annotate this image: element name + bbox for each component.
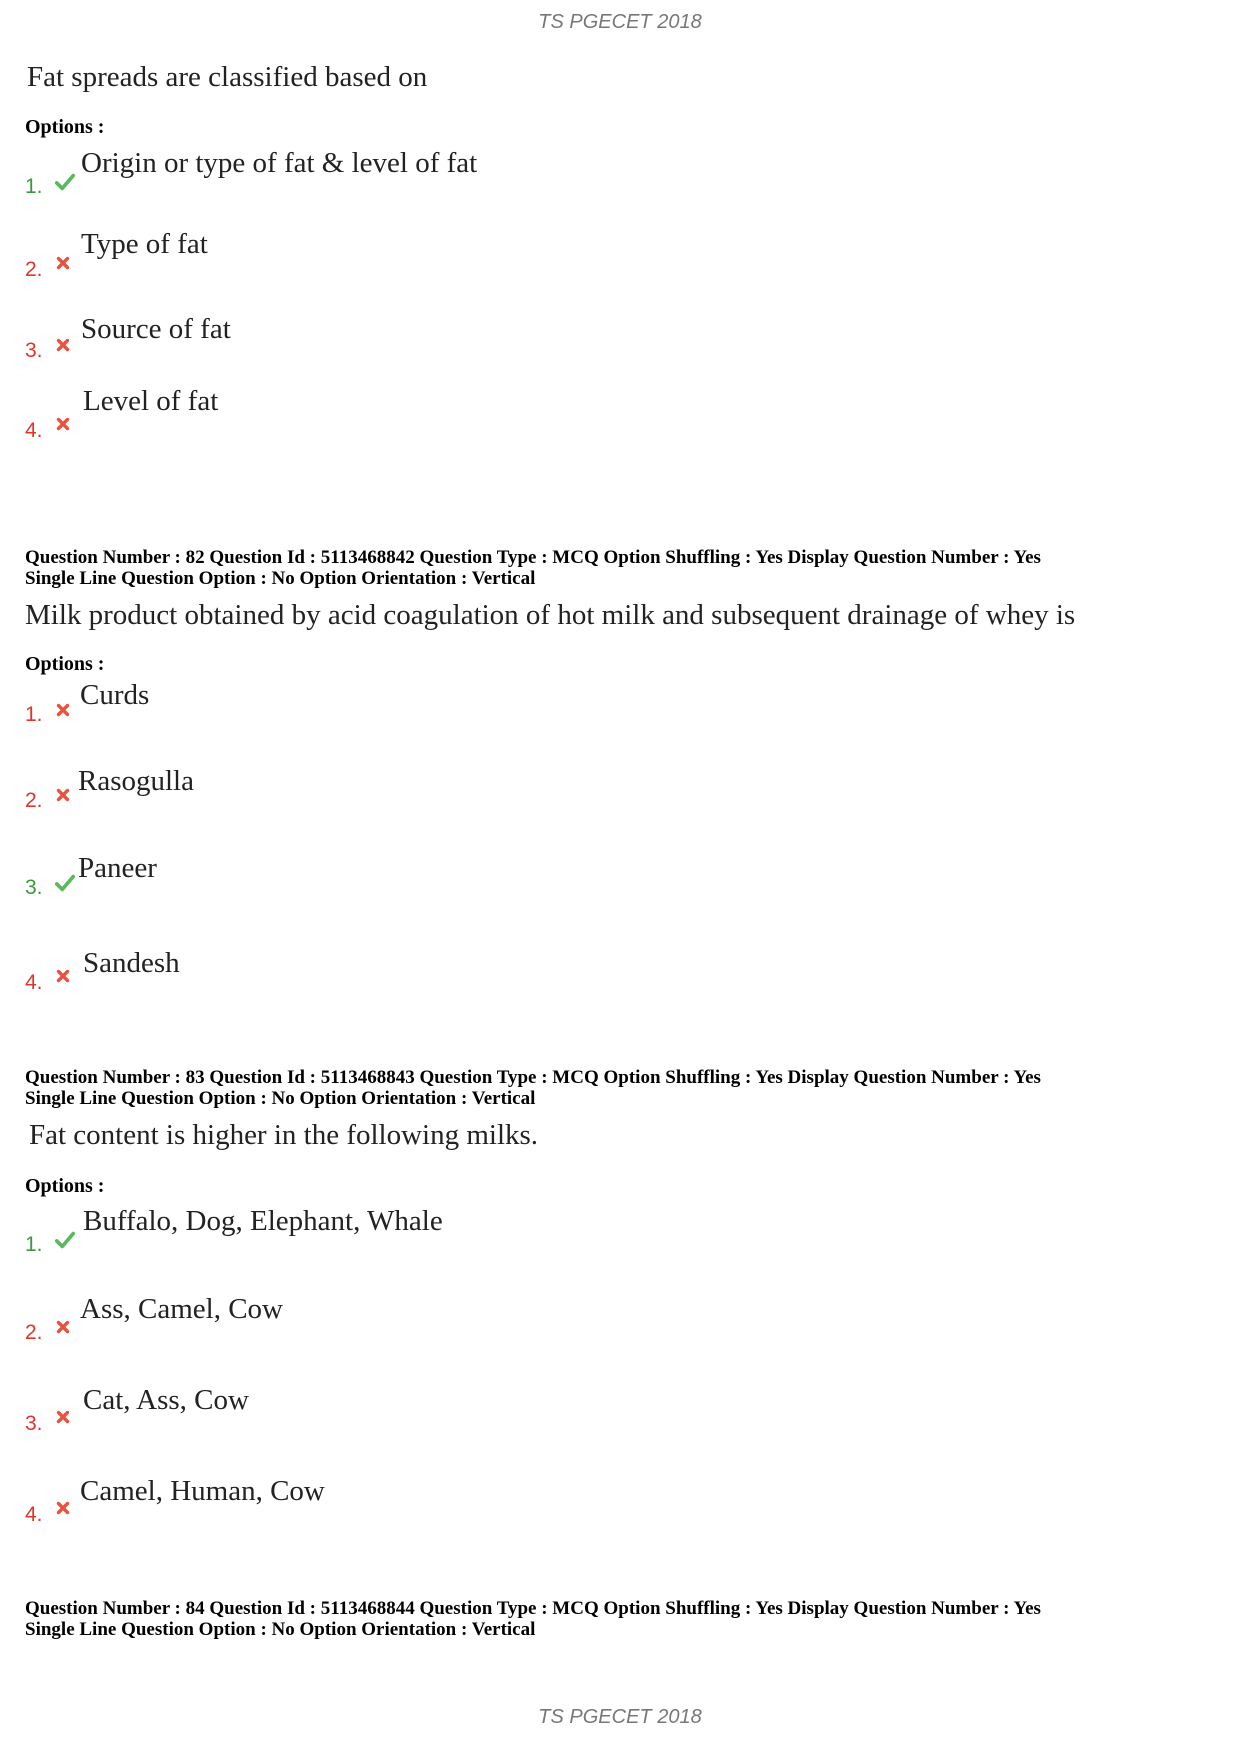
options-label: Options : — [25, 1175, 105, 1197]
option-4 — [25, 1475, 925, 1557]
check-icon — [54, 171, 76, 193]
option-2 — [25, 765, 925, 843]
question-meta-line-1: Question Number : 82 Question Id : 5113468842 Question Type : MCQ Option Shuffling : Yes Display Question Number : Yes — [25, 547, 1041, 568]
option-3 — [25, 1384, 925, 1470]
question-84 — [25, 1598, 1215, 1642]
question-82 — [25, 547, 1215, 994]
cross-icon — [54, 1318, 72, 1336]
check-icon — [54, 1229, 76, 1251]
cross-icon — [54, 786, 72, 804]
option-text: Buffalo, Dog, Elephant, Whale — [83, 1205, 443, 1237]
cross-icon — [54, 1408, 72, 1426]
question-meta-line-2: Single Line Question Option : No Option Orientation : Vertical — [25, 1088, 536, 1109]
cross-icon — [54, 415, 72, 433]
option-number: 4. — [25, 971, 43, 994]
check-icon — [54, 872, 76, 894]
option-number: 2. — [25, 789, 43, 812]
option-number: 1. — [25, 703, 43, 726]
option-number: 1. — [25, 1233, 43, 1256]
option-number: 4. — [25, 419, 43, 442]
option-text: Sandesh — [83, 947, 180, 979]
option-text: Paneer — [78, 852, 157, 884]
question-text: Fat content is higher in the following milks. — [29, 1119, 539, 1151]
question-text: Milk product obtained by acid coagulation of hot milk and subsequent drainage of whey is — [25, 599, 1076, 631]
option-number: 3. — [25, 339, 43, 362]
option-number: 3. — [25, 876, 43, 899]
question-meta-line-1: Question Number : 84 Question Id : 5113468844 Question Type : MCQ Option Shuffling : Yes Display Question Number : Yes — [25, 1598, 1041, 1619]
question-meta — [25, 547, 1215, 589]
question-83 — [25, 1067, 1215, 1527]
option-text: Level of fat — [83, 385, 219, 417]
options-label: Options : — [25, 653, 105, 675]
option-1 — [25, 679, 925, 757]
cross-icon — [54, 701, 72, 719]
option-text: Curds — [80, 679, 150, 711]
option-1 — [25, 147, 925, 207]
page-footer: TS PGECET 2018 — [538, 1706, 702, 1728]
question-meta-line-2: Single Line Question Option : No Option Orientation : Vertical — [25, 568, 536, 589]
option-number: 3. — [25, 1412, 43, 1435]
option-3 — [25, 852, 925, 930]
question-81 — [25, 55, 1215, 475]
question-meta-line-2: Single Line Question Option : No Option Orientation : Vertical — [25, 1619, 536, 1640]
option-text: Source of fat — [81, 313, 231, 345]
option-2 — [25, 228, 925, 308]
option-4 — [25, 385, 925, 471]
option-text: Type of fat — [81, 228, 208, 260]
option-number: 4. — [25, 1503, 43, 1526]
option-text: Camel, Human, Cow — [80, 1475, 325, 1507]
cross-icon — [54, 254, 72, 272]
option-2 — [25, 1293, 925, 1375]
cross-icon — [54, 967, 72, 985]
option-1 — [25, 1205, 925, 1287]
option-text: Rasogulla — [78, 765, 194, 797]
cross-icon — [54, 1499, 72, 1517]
question-meta — [25, 1067, 1215, 1109]
option-3 — [25, 313, 925, 391]
question-meta — [25, 1598, 1215, 1640]
option-text: Origin or type of fat & level of fat — [81, 147, 478, 179]
cross-icon — [54, 336, 72, 354]
question-meta-line-1: Question Number : 83 Question Id : 5113468843 Question Type : MCQ Option Shuffling : Yes Display Question Number : Yes — [25, 1067, 1041, 1088]
option-number: 1. — [25, 175, 43, 198]
option-number: 2. — [25, 1321, 43, 1344]
option-text: Cat, Ass, Cow — [83, 1384, 249, 1416]
option-text: Ass, Camel, Cow — [80, 1293, 283, 1325]
page-header: TS PGECET 2018 — [538, 11, 702, 33]
option-number: 2. — [25, 258, 43, 281]
option-4 — [25, 947, 925, 1025]
options-label: Options : — [25, 116, 105, 138]
question-text: Fat spreads are classified based on — [27, 61, 428, 93]
